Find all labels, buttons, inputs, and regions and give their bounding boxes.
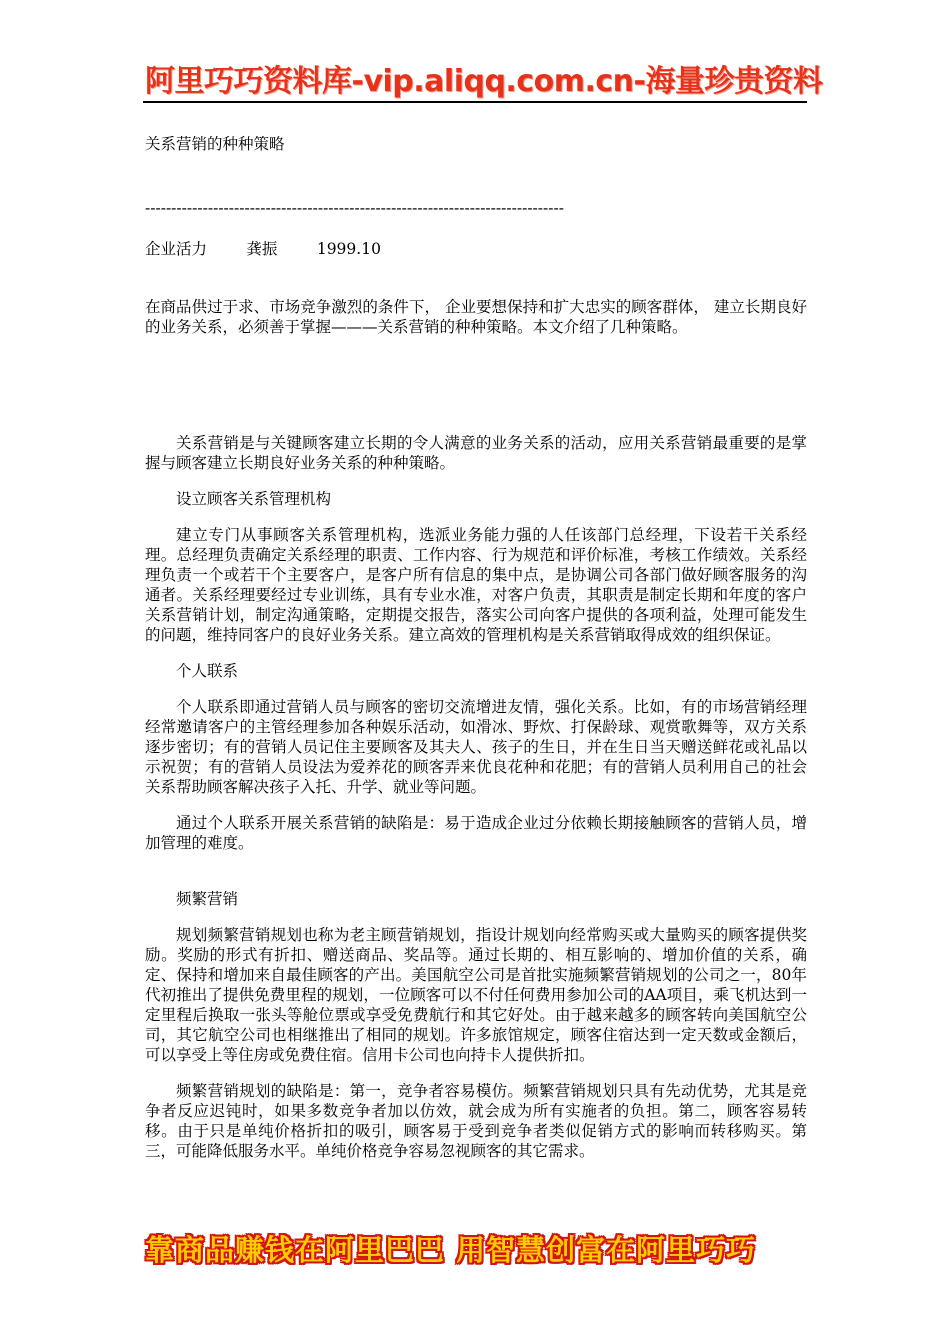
section-heading-3: 频繁营销 [176, 890, 239, 908]
dashed-divider: -------------------------------------------------------------------------------- [145, 199, 564, 217]
intro-paragraph: 在商品供过于求、市场竞争激烈的条件下， 企业要想保持和扩大忠实的顾客群体， 建立长期良好的业务关系，必须善于掌握———关系营销的种种策略。本文介绍了几种策略。 [145, 298, 807, 336]
banner-underline [143, 101, 807, 103]
article-title: 关系营销的种种策略 [145, 135, 285, 153]
footer-slogan: 靠商品赚钱在阿里巴巴 用智慧创富在阿里巧巧 [145, 1233, 757, 1267]
paragraph-3: 个人联系即通过营销人员与顾客的密切交流增进友情，强化关系。比如，有的市场营销经理经常邀请客户的主管经理参加各种娱乐活动，如滑冰、野炊、打保龄球、观赏歌舞等，双方关系逐步密切；有的营销人员记住主要顾客及其夫人、孩子的生日，并在生日当天赠送鲜花或礼品以示祝贺；有的营销人员设法为爱养花的顾客弄来优良花种和花肥；有的营销人员利用自己的社会关系帮助顾客解决孩子入托、升学、就业等问题。 [145, 698, 807, 796]
article-byline: 企业活力 龚振 1999.10 [145, 240, 381, 258]
section-heading-1: 设立顾客关系管理机构 [176, 490, 332, 508]
paragraph-1: 关系营销是与关键顾客建立长期的令人满意的业务关系的活动，应用关系营销最重要的是掌握与顾客建立长期良好业务关系的种种策略。 [145, 434, 807, 472]
site-banner: 阿里巧巧资料库-vip.aliqq.com.cn-海量珍贵资料 [145, 64, 823, 99]
article-body [145, 128, 807, 1161]
paragraph-5: 规划频繁营销规划也称为老主顾营销规划，指设计规划向经常购买或大量购买的顾客提供奖励。奖励的形式有折扣、赠送商品、奖品等。通过长期的、相互影响的、增加价值的关系，确定、保持和增加来自最佳顾客的产出。美国航空公司是首批实施频繁营销规划的公司之一，80年代初推出了提供免费里程的规划，一位顾客可以不付任何费用参加公司的AA项目，乘飞机达到一定里程后换取一张头等舱位票或享受免费航行和其它好处。由于越来越多的顾客转向美国航空公司，其它航空公司也相继推出了相同的规划。许多旅馆规定，顾客住宿达到一定天数或金额后，可以享受上等住房或免费住宿。信用卡公司也向持卡人提供折扣。 [145, 926, 807, 1064]
paragraph-6: 频繁营销规划的缺陷是：第一，竞争者容易模仿。频繁营销规划只具有先动优势，尤其是竞争者反应迟钝时，如果多数竞争者加以仿效，就会成为所有实施者的负担。第二，顾客容易转移。由于只是单纯价格折扣的吸引，顾客易于受到竞争者类似促销方式的影响而转移购买。第三，可能降低服务水平。单纯价格竞争容易忽视顾客的其它需求。 [145, 1082, 807, 1160]
paragraph-4: 通过个人联系开展关系营销的缺陷是：易于造成企业过分依赖长期接触顾客的营销人员，增加管理的难度。 [145, 814, 807, 852]
section-heading-2: 个人联系 [176, 662, 239, 680]
paragraph-2: 建立专门从事顾客关系管理机构，选派业务能力强的人任该部门总经理，下设若干关系经理。总经理负责确定关系经理的职责、工作内容、行为规范和评价标准，考核工作绩效。关系经理负责一个或若干个主要客户，是客户所有信息的集中点，是协调公司各部门做好顾客服务的沟通者。关系经理要经过专业训练，具有专业水准，对客户负责，其职责是制定长期和年度的客户关系营销计划，制定沟通策略，定期提交报告，落实公司向客户提供的各项利益，处理可能发生的问题，维持同客户的良好业务关系。建立高效的管理机构是关系营销取得成效的组织保证。 [145, 526, 807, 644]
